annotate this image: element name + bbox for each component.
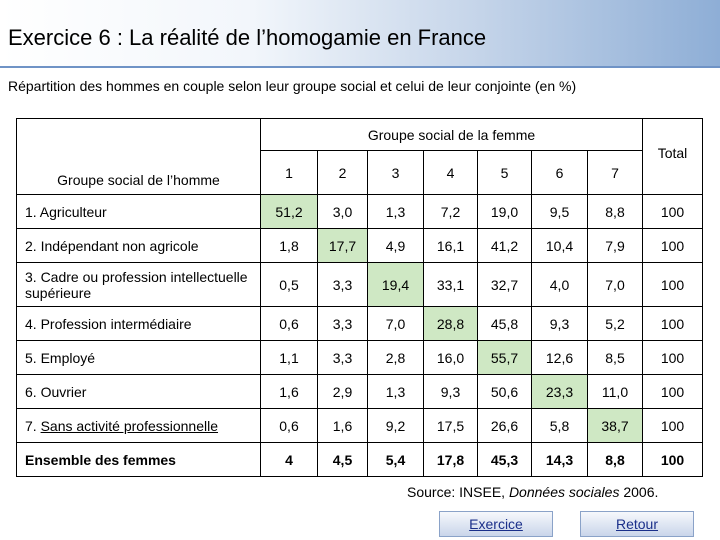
exercise-button[interactable]: Exercice xyxy=(439,511,553,537)
summary-cell: 4,5 xyxy=(318,443,368,477)
summary-label: Ensemble des femmes xyxy=(17,443,261,477)
corner-label: Groupe social de l’homme xyxy=(17,119,261,195)
table-cell: 3,3 xyxy=(318,341,368,375)
table-cell: 5,8 xyxy=(532,409,588,443)
table-cell: 7,0 xyxy=(368,307,424,341)
table-cell: 19,4 xyxy=(368,263,424,307)
page-title: Exercice 6 : La réalité de l’homogamie en France xyxy=(8,25,487,50)
summary-cell: 45,3 xyxy=(478,443,532,477)
table-cell: 3,0 xyxy=(318,195,368,229)
table-cell: 0,5 xyxy=(261,263,318,307)
table-cell: 10,4 xyxy=(532,229,588,263)
row-label: 3. Cadre ou profession intellectuelle supérieure xyxy=(17,263,261,307)
table-cell: 1,1 xyxy=(261,341,318,375)
source-note xyxy=(407,484,658,500)
row-total: 100 xyxy=(643,307,703,341)
total-header: Total xyxy=(643,119,703,195)
table-cell: 28,8 xyxy=(424,307,478,341)
row-total: 100 xyxy=(643,409,703,443)
table-cell: 5,2 xyxy=(588,307,643,341)
table-cell: 1,6 xyxy=(261,375,318,409)
table-row xyxy=(17,195,703,229)
table-cell: 3,3 xyxy=(318,263,368,307)
column-header-7: 7 xyxy=(588,151,643,195)
table-cell: 26,6 xyxy=(478,409,532,443)
table-cell: 45,8 xyxy=(478,307,532,341)
table-cell: 4,9 xyxy=(368,229,424,263)
summary-cell: 14,3 xyxy=(532,443,588,477)
table-cell: 8,8 xyxy=(588,195,643,229)
table-cell: 3,3 xyxy=(318,307,368,341)
summary-cell: 5,4 xyxy=(368,443,424,477)
row-label: 4. Profession intermédiaire xyxy=(17,307,261,341)
table-cell: 16,1 xyxy=(424,229,478,263)
source-prefix: Source: INSEE, xyxy=(407,484,509,500)
row-label: 6. Ouvrier xyxy=(17,375,261,409)
row-total: 100 xyxy=(643,229,703,263)
column-header-6: 6 xyxy=(532,151,588,195)
column-header-4: 4 xyxy=(424,151,478,195)
table-cell: 2,9 xyxy=(318,375,368,409)
table-cell: 51,2 xyxy=(261,195,318,229)
table-cell: 41,2 xyxy=(478,229,532,263)
table-cell: 1,3 xyxy=(368,195,424,229)
table-cell: 0,6 xyxy=(261,307,318,341)
table-cell: 17,5 xyxy=(424,409,478,443)
column-header-2: 2 xyxy=(318,151,368,195)
summary-cell: 8,8 xyxy=(588,443,643,477)
table-cell: 8,5 xyxy=(588,341,643,375)
table-cell: 17,7 xyxy=(318,229,368,263)
column-header-1: 1 xyxy=(261,151,318,195)
row-total: 100 xyxy=(643,341,703,375)
table-cell: 11,0 xyxy=(588,375,643,409)
data-table xyxy=(16,118,703,477)
table-row xyxy=(17,375,703,409)
table-cell: 7,2 xyxy=(424,195,478,229)
summary-row xyxy=(17,443,703,477)
table-cell: 55,7 xyxy=(478,341,532,375)
header-divider xyxy=(0,66,720,68)
table-row xyxy=(17,263,703,307)
table-cell: 23,3 xyxy=(532,375,588,409)
row-label xyxy=(17,409,261,443)
table-cell: 19,0 xyxy=(478,195,532,229)
table-cell: 12,6 xyxy=(532,341,588,375)
table-cell: 50,6 xyxy=(478,375,532,409)
table-cell: 7,9 xyxy=(588,229,643,263)
summary-total: 100 xyxy=(643,443,703,477)
row-label-link: Sans activité professionnelle xyxy=(40,417,219,434)
column-header-5: 5 xyxy=(478,151,532,195)
table-cell: 7,0 xyxy=(588,263,643,307)
table-row xyxy=(17,409,703,443)
column-header-3: 3 xyxy=(368,151,424,195)
page-subtitle: Répartition des hommes en couple selon leur groupe social et celui de leur conjointe (en %) xyxy=(8,78,577,94)
source-publication: Données sociales xyxy=(508,484,620,500)
back-button[interactable]: Retour xyxy=(580,511,694,537)
table-cell: 0,6 xyxy=(261,409,318,443)
source-year: 2006. xyxy=(619,484,659,500)
column-group-header: Groupe social de la femme xyxy=(261,119,643,151)
table-cell: 9,3 xyxy=(424,375,478,409)
table-cell: 1,6 xyxy=(318,409,368,443)
table-row xyxy=(17,229,703,263)
table-cell: 33,1 xyxy=(424,263,478,307)
table-cell: 16,0 xyxy=(424,341,478,375)
row-label: 5. Employé xyxy=(17,341,261,375)
table-row xyxy=(17,307,703,341)
summary-cell: 17,8 xyxy=(424,443,478,477)
row-total: 100 xyxy=(643,375,703,409)
row-total: 100 xyxy=(643,263,703,307)
row-total: 100 xyxy=(643,195,703,229)
table-cell: 32,7 xyxy=(478,263,532,307)
row-label: 1. Agriculteur xyxy=(17,195,261,229)
summary-cell: 4 xyxy=(261,443,318,477)
row-label-prefix: 7. xyxy=(25,417,41,434)
table-cell: 9,2 xyxy=(368,409,424,443)
table-row xyxy=(17,341,703,375)
table-cell: 9,3 xyxy=(532,307,588,341)
table-cell: 4,0 xyxy=(532,263,588,307)
table-cell: 1,8 xyxy=(261,229,318,263)
table-cell: 2,8 xyxy=(368,341,424,375)
table-cell: 1,3 xyxy=(368,375,424,409)
row-label: 2. Indépendant non agricole xyxy=(17,229,261,263)
table-cell: 38,7 xyxy=(588,409,643,443)
table-cell: 9,5 xyxy=(532,195,588,229)
